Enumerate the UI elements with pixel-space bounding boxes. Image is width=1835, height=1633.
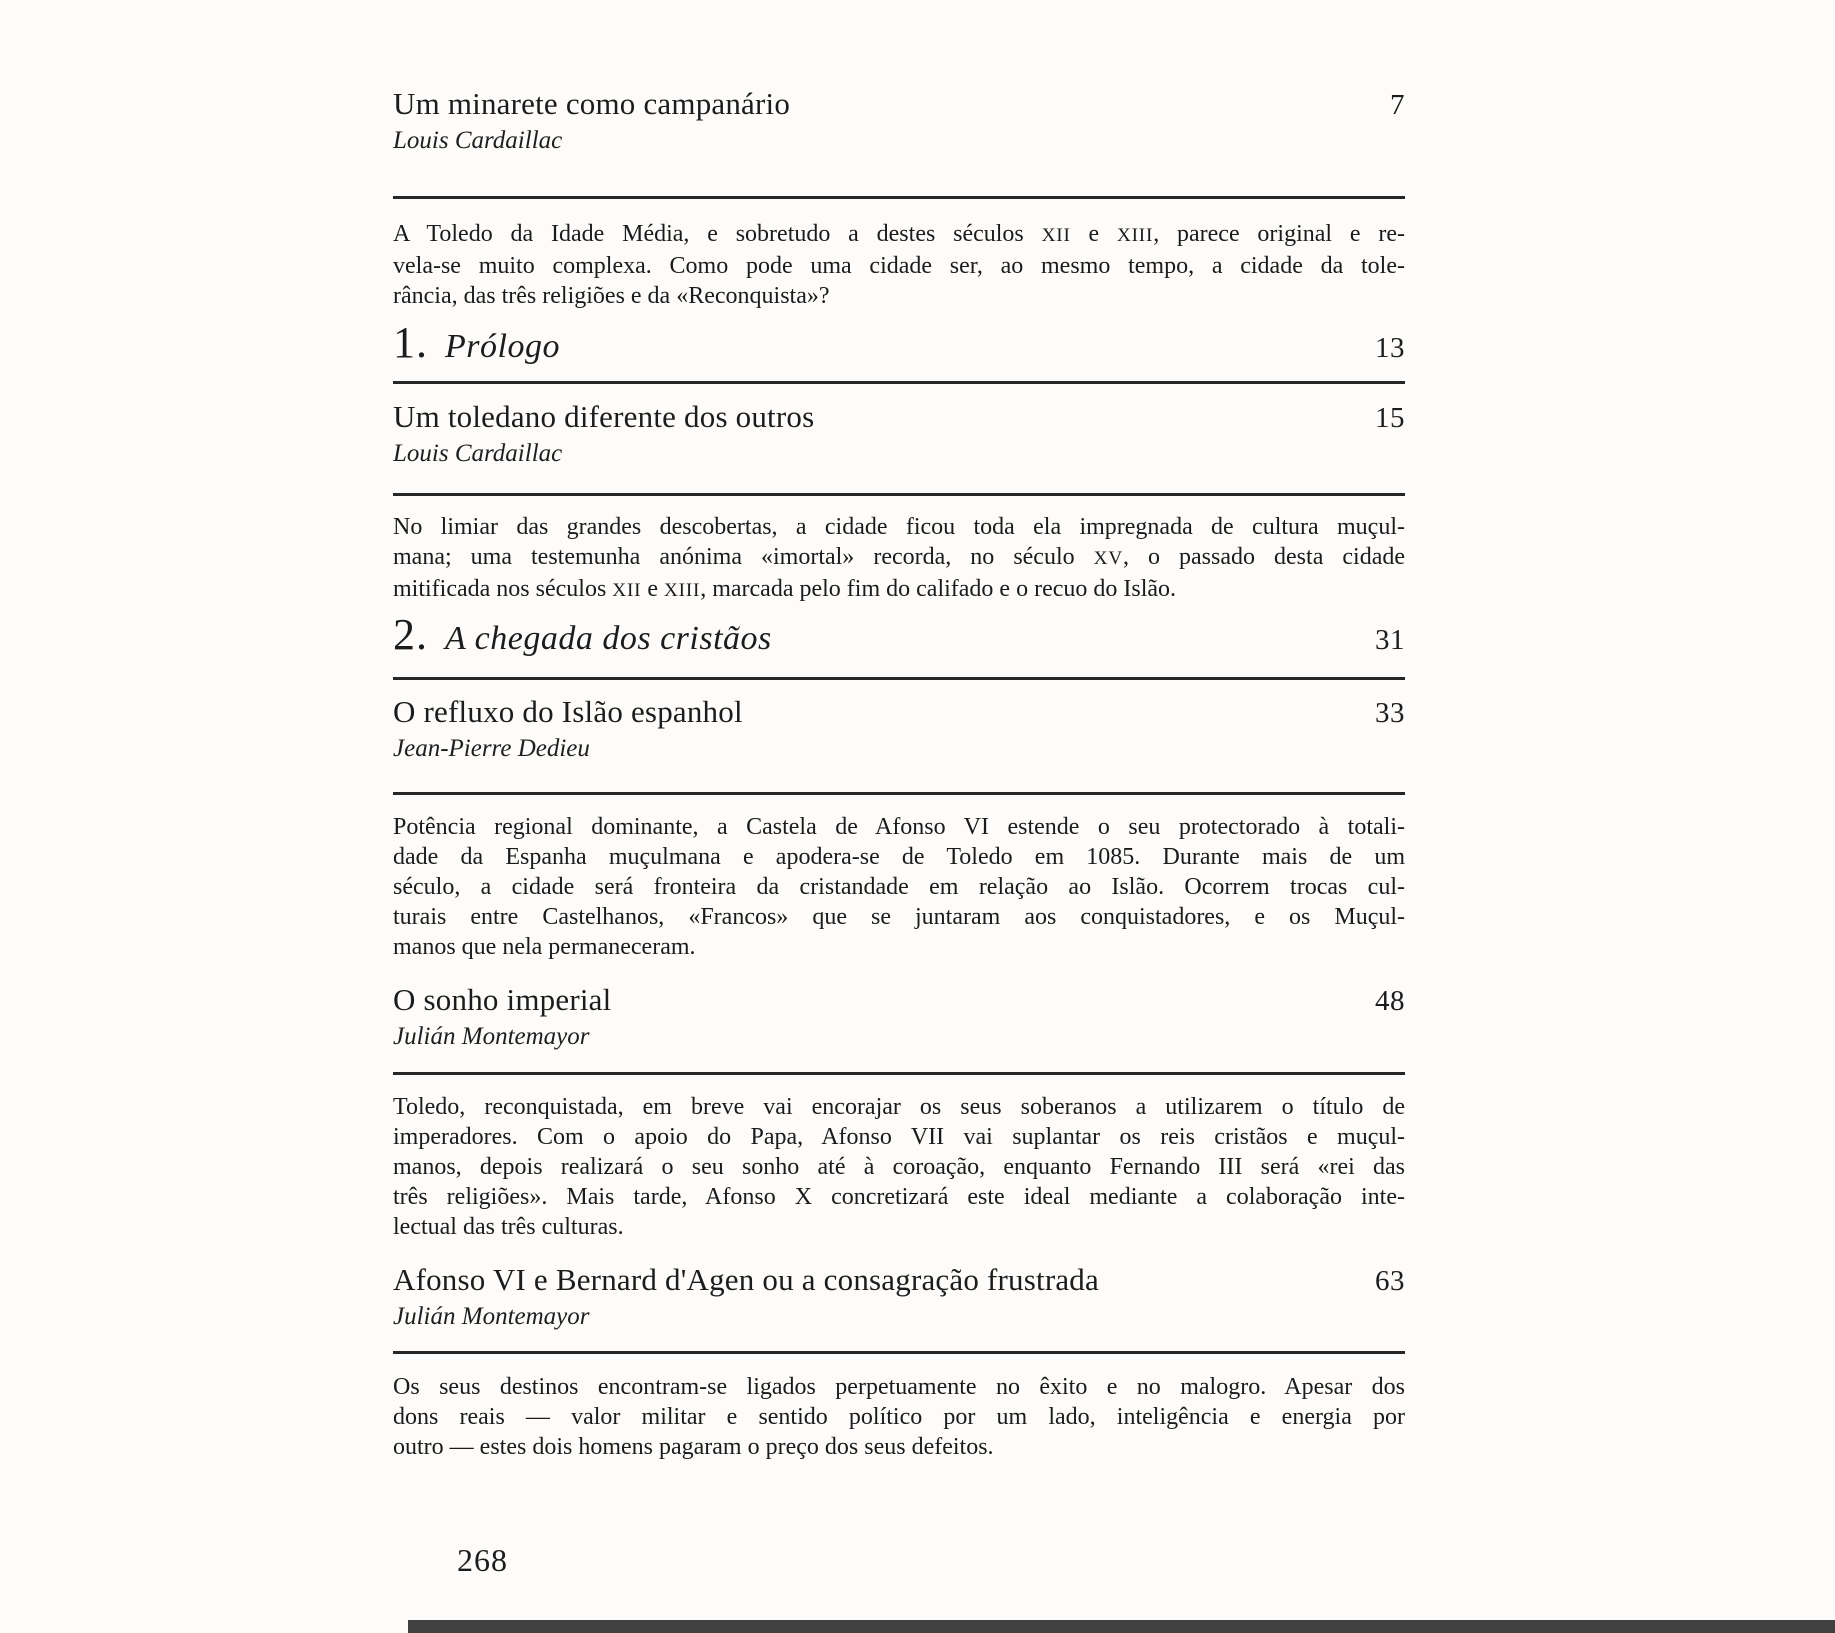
summary-line <box>393 1372 1405 1402</box>
summary-line <box>393 1402 1405 1432</box>
toc-entry-summary <box>393 512 1405 606</box>
divider-rule <box>393 792 1405 795</box>
summary-text: e <box>641 576 664 602</box>
toc-entry-title-row <box>393 398 1405 435</box>
toc-entry-title: Afonso VI e Bernard d'Agen ou a consagração frustrada <box>393 1262 1099 1297</box>
summary-text: turais entre Castelhanos, «Francos» que se juntaram aos conquistadores, e os Muçul- <box>393 904 1405 930</box>
summary-line <box>393 251 1405 281</box>
summary-line <box>393 932 1405 962</box>
summary-line <box>393 1432 1405 1462</box>
toc-section-row <box>393 318 1405 368</box>
toc-entry-title: O sonho imperial <box>393 982 612 1017</box>
small-caps-numeral: XII <box>1041 225 1071 246</box>
toc-section-page-number: 31 <box>1375 624 1405 656</box>
summary-text: outro — estes dois homens pagaram o preço dos seus defeitos. <box>393 1434 994 1460</box>
divider-rule <box>393 1072 1405 1075</box>
summary-text: , parece original e re- <box>1153 221 1406 247</box>
summary-line <box>393 902 1405 932</box>
summary-text: , o passado desta cidade <box>1122 544 1405 570</box>
divider-rule <box>393 381 1405 384</box>
small-caps-numeral: XIII <box>1116 225 1154 246</box>
toc-entry-author: Julián Montemayor <box>393 1023 590 1050</box>
toc-section-page-number: 13 <box>1375 332 1405 364</box>
toc-entry-page-number: 15 <box>1375 402 1405 434</box>
toc-entry-author: Louis Cardaillac <box>393 440 563 467</box>
toc-entry-summary <box>393 219 1405 311</box>
divider-rule <box>393 1351 1405 1354</box>
summary-text: vela-se muito complexa. Como pode uma cidade ser, ao mesmo tempo, a cidade da tole- <box>393 253 1405 279</box>
divider-rule <box>393 677 1405 680</box>
toc-entry-title-row <box>393 693 1405 730</box>
toc-section-row <box>393 610 1405 660</box>
folio-page-number: 268 <box>457 1542 508 1578</box>
toc-entry-title-row <box>393 981 1405 1018</box>
summary-line <box>393 512 1405 542</box>
toc-section-heading <box>393 610 1405 660</box>
summary-line <box>393 1152 1405 1182</box>
toc-entry-author: Jean-Pierre Dedieu <box>393 735 590 762</box>
scan-edge-artifact <box>408 1620 1835 1633</box>
small-caps-numeral: XIII <box>663 580 701 601</box>
summary-line <box>393 574 1405 606</box>
toc-entry-page-number: 33 <box>1375 697 1405 729</box>
summary-text: e <box>1070 221 1117 247</box>
summary-line <box>393 1212 1405 1242</box>
toc-section-title: A chegada dos cristãos <box>445 620 772 657</box>
toc-section-heading <box>393 318 1405 368</box>
divider-rule <box>393 493 1405 496</box>
toc-entry-author: Julián Montemayor <box>393 1303 590 1330</box>
summary-line <box>393 842 1405 872</box>
toc-section-title: Prólogo <box>445 328 560 365</box>
summary-line <box>393 542 1405 574</box>
small-caps-numeral: XII <box>612 580 642 601</box>
summary-line <box>393 812 1405 842</box>
summary-line <box>393 872 1405 902</box>
toc-section-number: 2. <box>393 610 428 659</box>
toc-entry <box>393 981 1405 1052</box>
summary-text: A Toledo da Idade Média, e sobretudo a destes séculos <box>393 221 1042 247</box>
toc-entry-page-number: 7 <box>1390 89 1405 121</box>
summary-text: dade da Espanha muçulmana e apodera-se de Toledo em 1085. Durante mais de um <box>393 844 1405 870</box>
summary-text: três religiões». Mais tarde, Afonso X concretizará este ideal mediante a colaboração inte- <box>393 1184 1405 1210</box>
toc-section-number: 1. <box>393 318 428 367</box>
summary-line <box>393 219 1405 251</box>
toc-entry-title: Um toledano diferente dos outros <box>393 399 815 434</box>
toc-entry <box>393 693 1405 764</box>
toc-entry-page-number: 48 <box>1375 985 1405 1017</box>
toc-entry-page-number: 63 <box>1375 1265 1405 1297</box>
toc-page-content <box>393 0 1405 1633</box>
summary-line <box>393 1122 1405 1152</box>
summary-text: mana; uma testemunha anónima «imortal» recorda, no século <box>393 544 1094 570</box>
toc-entry-title: Um minarete como campanário <box>393 86 791 121</box>
toc-entry-summary <box>393 812 1405 962</box>
summary-text: século, a cidade será fronteira da cristandade em relação ao Islão. Ocorrem trocas cul- <box>393 874 1405 900</box>
summary-text: manos, depois realizará o seu sonho até à coroação, enquanto Fernando III será «rei das <box>393 1154 1405 1180</box>
toc-entry <box>393 1261 1405 1332</box>
summary-text: Os seus destinos encontram-se ligados perpetuamente no êxito e no malogro. Apesar dos <box>393 1374 1405 1400</box>
summary-text: imperadores. Com o apoio do Papa, Afonso VII vai suplantar os reis cristãos e muçul- <box>393 1124 1405 1150</box>
toc-entry-title-row <box>393 85 1405 122</box>
summary-text: rância, das três religiões e da «Reconquista»? <box>393 283 830 309</box>
summary-text: mitificada nos séculos <box>393 576 613 602</box>
summary-text: dons reais — valor militar e sentido político por um lado, inteligência e energia por <box>393 1404 1405 1430</box>
toc-entry <box>393 85 1405 156</box>
toc-entry-summary <box>393 1372 1405 1462</box>
toc-entry-title-row <box>393 1261 1405 1298</box>
summary-text: Toledo, reconquistada, em breve vai encorajar os seus soberanos a utilizarem o título de <box>393 1094 1405 1120</box>
summary-text: lectual das três culturas. <box>393 1214 624 1240</box>
summary-line <box>393 281 1405 311</box>
toc-entry-summary <box>393 1092 1405 1242</box>
toc-entry <box>393 398 1405 469</box>
summary-text: No limiar das grandes descobertas, a cidade ficou toda ela impregnada de cultura muçul- <box>393 514 1405 540</box>
toc-entry-author: Louis Cardaillac <box>393 127 563 154</box>
small-caps-numeral: XV <box>1093 548 1123 569</box>
summary-text: , marcada pelo fim do califado e o recuo do Islão. <box>700 576 1177 602</box>
summary-line <box>393 1092 1405 1122</box>
divider-rule <box>393 196 1405 199</box>
summary-text: manos que nela permaneceram. <box>393 934 696 960</box>
summary-line <box>393 1182 1405 1212</box>
toc-entry-title: O refluxo do Islão espanhol <box>393 694 743 729</box>
summary-text: Potência regional dominante, a Castela de Afonso VI estende o seu protectorado à totali- <box>393 814 1405 840</box>
